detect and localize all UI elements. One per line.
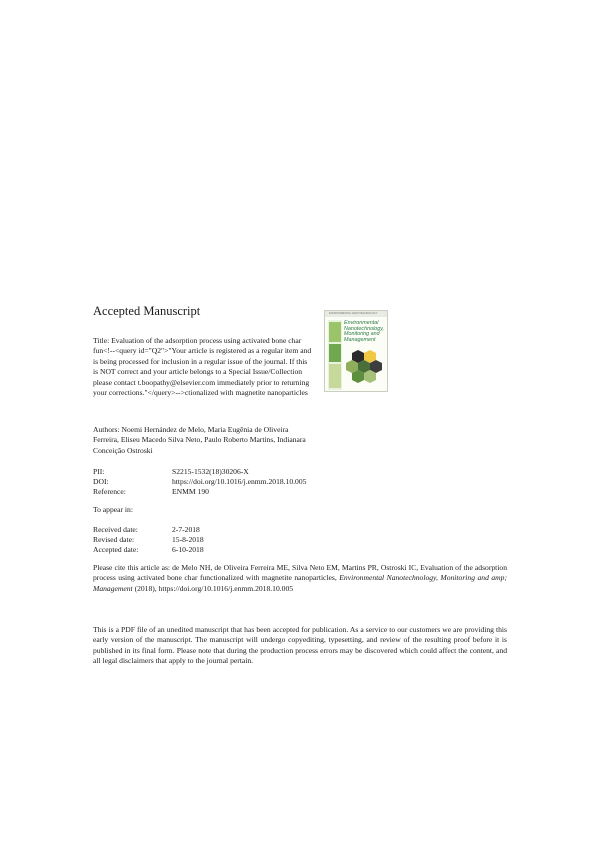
pii-value: S2215-1532(18)30206-X bbox=[172, 467, 249, 476]
citation-prefix: Please cite this article as: de Melo NH, de Oliveira Ferreira ME, Silva Neto EM, Martins PR, Ostroski IC, Evaluation of the adsorption process using activated bone char functionalized with magnetite nanoparticles, bbox=[93, 563, 507, 583]
doi-label: DOI: bbox=[93, 477, 109, 486]
cover-band-text: ENVIRONMENTAL NANOTECHNOLOGY bbox=[329, 312, 378, 315]
journal-cover bbox=[324, 310, 388, 392]
cover-hexagons-icon bbox=[342, 349, 386, 389]
cover-journal-name: Environmental Nanotechnology, Monitoring and Management bbox=[344, 320, 385, 343]
revised-date-row bbox=[93, 535, 204, 545]
publication-notice: This is a PDF file of an unedited manuscript that has been accepted for publication. As a service to our customers we are providing this early version of the manuscript. The manuscript will undergo copyediting, typesetting, and review of the resulting proof before it is published in its final form. Please note that during the production process errors may be discovered which could affect the content, and all legal disclaimers that apply to the journal pertain. bbox=[93, 625, 507, 666]
pii-row bbox=[93, 467, 249, 477]
pii-label: PII: bbox=[93, 467, 105, 476]
doi-row bbox=[93, 477, 306, 487]
revised-date-label: Revised date: bbox=[93, 535, 135, 544]
reference-value: ENMM 190 bbox=[172, 487, 209, 496]
received-date-label: Received date: bbox=[93, 525, 138, 534]
received-date-value: 2-7-2018 bbox=[172, 525, 200, 534]
citation-journal: Environmental Nanotechnology, Monitoring and amp; Management bbox=[93, 573, 507, 593]
reference-row bbox=[93, 487, 209, 497]
accepted-date-value: 6-10-2018 bbox=[172, 545, 204, 554]
citation-paragraph bbox=[93, 563, 507, 594]
received-date-row bbox=[93, 525, 200, 535]
reference-label: Reference: bbox=[93, 487, 126, 496]
revised-date-value: 15-8-2018 bbox=[172, 535, 204, 544]
to-appear-label: To appear in: bbox=[93, 505, 133, 514]
accepted-date-label: Accepted date: bbox=[93, 545, 139, 554]
cover-top-band bbox=[325, 311, 387, 317]
article-title: Title: Evaluation of the adsorption process using activated bone char fun<!--<query id="Q2">"Your article is registered as a regular item and is being processed for inclusion in a regular issue of the journal. If this is NOT correct and your article belongs to a Special Issue/Collection please contact t.boopathy@elsevier.com immediately prior to returning your corrections."</query>-->ctionalized with magnetite nanoparticles bbox=[93, 336, 312, 398]
doi-value: https://doi.org/10.1016/j.enmm.2018.10.005 bbox=[172, 477, 307, 486]
accepted-manuscript-heading: Accepted Manuscript bbox=[93, 304, 201, 318]
accepted-date-row bbox=[93, 545, 204, 555]
citation-suffix: (2018), https://doi.org/10.1016/j.enmm.2018.10.005 bbox=[134, 583, 294, 593]
authors: Authors: Noemi Hernández de Melo, Maria Eugênia de Oliveira Ferreira, Eliseu Macedo Silva Neto, Paulo Roberto Martins, Indianara Conceição Ostroski bbox=[93, 425, 306, 455]
cover-side-stripe-icon bbox=[328, 320, 342, 390]
